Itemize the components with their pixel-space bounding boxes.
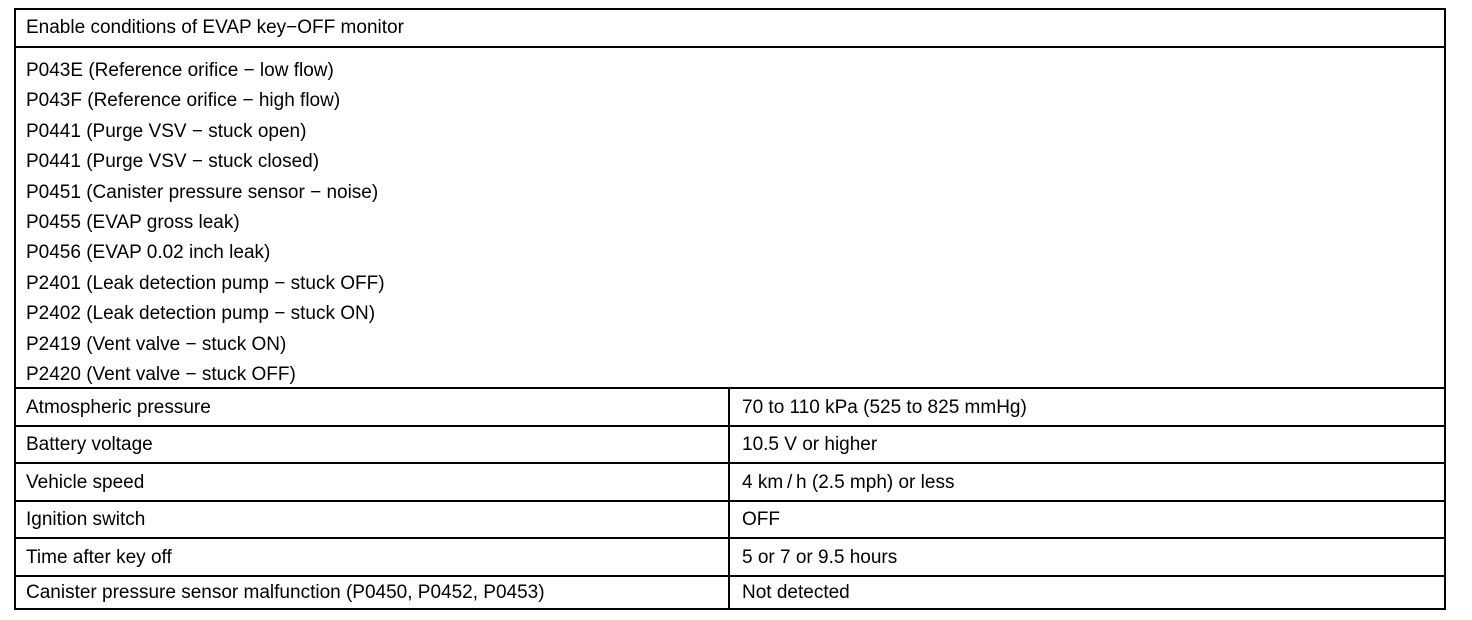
condition-item: Time after key off (16, 539, 730, 575)
dtc-item: P043F (Reference orifice − high flow) (26, 90, 341, 112)
table-row (16, 539, 1444, 577)
table-row (16, 577, 1444, 608)
condition-value: 10.5 V or higher (742, 434, 878, 455)
dtc-item: P0456 (EVAP 0.02 inch leak) (26, 242, 271, 264)
dtc-item: P2419 (Vent valve − stuck ON) (26, 333, 287, 355)
dtc-list-row (16, 48, 1444, 389)
condition-item: Battery voltage (16, 427, 730, 462)
dtc-item: P0441 (Purge VSV − stuck open) (26, 120, 307, 142)
dtc-item: P0451 (Canister pressure sensor − noise) (26, 181, 379, 203)
condition-value: OFF (742, 509, 780, 530)
table-title-row (16, 10, 1444, 48)
dtc-list (26, 56, 385, 390)
condition-item: Vehicle speed (16, 464, 730, 500)
condition-value: 70 to 110 kPa (525 to 825 mmHg) (742, 396, 1027, 418)
enable-conditions-table (14, 8, 1446, 610)
table-row (16, 427, 1444, 464)
condition-item: Atmospheric pressure (16, 389, 730, 425)
dtc-item: P043E (Reference orifice − low flow) (26, 60, 334, 81)
table-row (16, 502, 1444, 539)
condition-value: 5 or 7 or 9.5 hours (742, 546, 898, 568)
table-title: Enable conditions of EVAP key−OFF monitor (26, 17, 404, 38)
dtc-item: P0441 (Purge VSV − stuck closed) (26, 151, 320, 173)
dtc-item: P2420 (Vent valve − stuck OFF) (26, 363, 296, 385)
table-row (16, 389, 1444, 427)
condition-value: Not detected (742, 582, 850, 603)
condition-item: Ignition switch (16, 502, 730, 537)
dtc-item: P2402 (Leak detection pump − stuck ON) (26, 303, 376, 325)
table-row (16, 464, 1444, 502)
dtc-item: P0455 (EVAP gross leak) (26, 211, 240, 233)
condition-item: Canister pressure sensor malfunction (P0450, P0452, P0453) (16, 577, 730, 608)
dtc-item: P2401 (Leak detection pump − stuck OFF) (26, 272, 385, 294)
condition-value: 4 km / h (2.5 mph) or less (742, 471, 955, 493)
